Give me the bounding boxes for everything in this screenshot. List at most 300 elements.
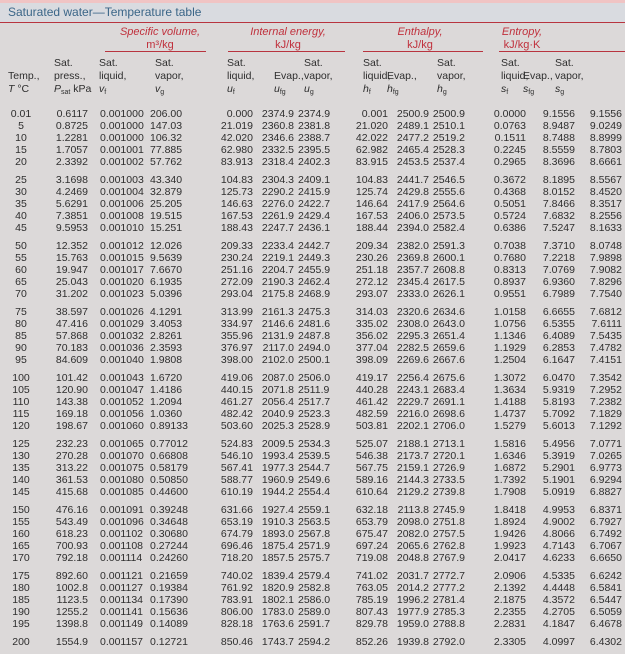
table-cell: 0.000 (226, 108, 253, 120)
table-cell: 0.21659 (150, 570, 188, 582)
table-cell: 2510.1 (432, 120, 465, 132)
table-cell: 1.9808 (150, 354, 183, 366)
table-cell: 0.001012 (100, 240, 144, 252)
column-header (155, 57, 184, 99)
table-cell: 230.24 (220, 252, 253, 264)
table-cell: 0.001000 (100, 120, 144, 132)
table-cell: 0.001121 (100, 570, 144, 582)
group-title: Internal energy, (250, 26, 326, 38)
column-header-line: liquid, (227, 70, 255, 82)
table-cell: 8.5559 (542, 144, 575, 156)
table-cell: 232.23 (55, 438, 88, 450)
table-cell: 2634.6 (432, 306, 465, 318)
table-cell: 0.001060 (100, 420, 144, 432)
table-cell: 2417.9 (396, 198, 429, 210)
table-cell: 2276.0 (261, 198, 294, 210)
table-cell: 77.885 (150, 144, 183, 156)
table-cell: 1.5279 (493, 420, 526, 432)
table-cell: 35 (15, 198, 27, 210)
table-row (0, 486, 625, 498)
table-cell: 1.7057 (55, 144, 88, 156)
table-cell: 618.23 (55, 528, 88, 540)
table-cell: 169.18 (55, 408, 88, 420)
table-cell: 2.2831 (493, 618, 526, 630)
table-cell: 230.26 (355, 252, 388, 264)
table-row (0, 636, 625, 648)
table-cell: 146.64 (355, 198, 388, 210)
unit: °C (14, 83, 30, 95)
table-cell: 62.980 (220, 144, 253, 156)
table-cell: 65 (15, 276, 27, 288)
group-underline (499, 51, 625, 52)
table-cell: 2406.0 (396, 210, 429, 222)
table-cell: 0.2245 (493, 144, 526, 156)
table-cell: 2788.8 (432, 618, 465, 630)
table-cell: 1743.7 (261, 636, 294, 648)
table-cell: 19.947 (55, 264, 88, 276)
table-cell: 6.1935 (150, 276, 183, 288)
table-cell: 0.001047 (100, 384, 144, 396)
table-cell: 5.8193 (542, 396, 575, 408)
table-cell: 2555.6 (432, 186, 465, 198)
table-cell: 0.0000 (493, 108, 526, 120)
column-header-line: vapor, (304, 70, 333, 82)
group-title: Entropy, (501, 26, 543, 38)
table-cell: 2113.8 (397, 504, 429, 516)
column-header-line: liquid, (363, 70, 391, 82)
table-cell: 5.3919 (542, 450, 575, 462)
table-cell: 7.8296 (589, 276, 622, 288)
table-cell: 8.3696 (542, 156, 575, 168)
table-cell: 461.27 (220, 396, 253, 408)
table-cell: 476.16 (55, 504, 88, 516)
symbol: u (304, 83, 310, 95)
table-row (0, 450, 625, 462)
row-group (0, 570, 625, 630)
table-cell: 101.42 (55, 372, 88, 384)
subscript: fg (279, 89, 286, 96)
table-cell: 355.96 (220, 330, 253, 342)
table-cell: 1.0360 (150, 408, 183, 420)
table-cell: 115 (12, 408, 30, 420)
symbol: s (501, 83, 507, 95)
table-cell: 2767.9 (432, 552, 465, 564)
table-cell: 0.001085 (100, 486, 144, 498)
table-cell: 43.340 (150, 174, 183, 186)
table-row (0, 288, 625, 300)
table-cell: 42.022 (355, 132, 388, 144)
table-cell: 852.26 (355, 636, 388, 648)
table-cell: 2282.5 (396, 342, 429, 354)
symbol: v (155, 83, 161, 95)
table-cell: 9.1556 (589, 108, 622, 120)
table-cell: 1.9923 (493, 540, 526, 552)
table-cell: 6.9360 (542, 276, 575, 288)
table-cell: 7.9082 (589, 264, 622, 276)
table-cell: 0.001096 (100, 516, 144, 528)
table-cell: 1.6720 (150, 372, 183, 384)
table-cell: 31.202 (55, 288, 88, 300)
table-cell: 2579.4 (298, 570, 331, 582)
symbol: h (363, 83, 369, 95)
table-row (0, 318, 625, 330)
table-cell: 2.1875 (493, 594, 526, 606)
table-cell: 2318.4 (261, 156, 294, 168)
table-cell: 8.6661 (589, 156, 622, 168)
table-cell: 4.5335 (542, 570, 575, 582)
table-cell: 1.5816 (493, 438, 526, 450)
table-cell: 2048.8 (396, 552, 429, 564)
table-row (0, 474, 625, 486)
column-header-line: Sat. (54, 57, 73, 69)
table-cell: 2436.1 (298, 222, 331, 234)
table-cell: 95 (15, 354, 27, 366)
table-cell: 2087.0 (261, 372, 294, 384)
table-cell: 2453.5 (396, 156, 429, 168)
table-cell: 589.16 (355, 474, 388, 486)
table-cell: 38.597 (55, 306, 88, 318)
table-cell: 4.0997 (542, 636, 575, 648)
table-cell: 2129.2 (396, 486, 429, 498)
table-cell: 9.5639 (150, 252, 183, 264)
row-group (0, 240, 625, 300)
table-cell: 0.001134 (100, 594, 144, 606)
subscript: fg (528, 89, 535, 96)
table-cell: 2475.3 (298, 306, 331, 318)
table-cell: 2563.5 (298, 516, 331, 528)
group-underline (363, 51, 483, 52)
table-cell: 2477.2 (396, 132, 429, 144)
table-cell: 653.19 (220, 516, 253, 528)
table-cell: 2.3305 (493, 636, 526, 648)
table-cell: 25.205 (150, 198, 183, 210)
table-cell: 4.3572 (542, 594, 575, 606)
table-cell: 7.6812 (589, 306, 622, 318)
table-cell: 272.09 (220, 276, 253, 288)
table-cell: 2733.5 (432, 474, 465, 486)
table-cell: 0.001141 (100, 606, 144, 618)
table-cell: 2247.7 (261, 222, 294, 234)
table-row (0, 372, 625, 384)
table-cell: 1.3072 (493, 372, 526, 384)
table-cell: 7.4151 (589, 354, 622, 366)
subscript: f (232, 89, 235, 96)
table-row (0, 108, 625, 120)
table-cell: 696.46 (220, 540, 253, 552)
table-cell: 2346.6 (261, 132, 294, 144)
table-cell: 1783.0 (261, 606, 294, 618)
table-cell: 2332.5 (261, 144, 294, 156)
subscript: g (309, 89, 314, 96)
table-cell: 2600.1 (432, 252, 465, 264)
table-cell: 100 (12, 372, 30, 384)
column-header-line (274, 57, 304, 70)
table-cell: 10 (15, 132, 27, 144)
table-row (0, 186, 625, 198)
column-header-line: Sat. (304, 57, 323, 69)
table-row (0, 618, 625, 630)
table-cell: 2374.9 (298, 108, 331, 120)
table-cell: 7.7540 (589, 288, 622, 300)
table-cell: 2468.9 (298, 288, 331, 300)
table-cell: 2261.9 (261, 210, 294, 222)
subscript: f (506, 89, 509, 96)
table-cell: 2494.0 (298, 342, 331, 354)
table-cell: 6.6655 (542, 306, 575, 318)
column-header-line: Sat. (363, 57, 382, 69)
table-cell: 7.2218 (542, 252, 575, 264)
table-cell: 2381.8 (298, 120, 331, 132)
table-cell: 806.00 (220, 606, 253, 618)
table-row (0, 330, 625, 342)
subscript: g (160, 89, 165, 96)
table-cell: 7.0769 (542, 264, 575, 276)
table-cell: 2720.1 (432, 450, 465, 462)
table-cell: 1.3634 (493, 384, 526, 396)
table-cell: 7.0265 (589, 450, 622, 462)
table-cell: 1.1346 (493, 330, 526, 342)
table-cell: 2455.9 (298, 264, 331, 276)
table-cell: 1977.9 (396, 606, 429, 618)
table-cell: 2726.9 (432, 462, 465, 474)
table-cell: 524.83 (220, 438, 253, 450)
table-cell: 719.08 (355, 552, 388, 564)
table-cell: 5 (18, 120, 24, 132)
group-underline (105, 51, 206, 52)
table-cell: 7.8466 (542, 198, 575, 210)
table-row (0, 156, 625, 168)
table-cell: 2745.9 (432, 504, 465, 516)
table-cell: 4.9002 (542, 516, 575, 528)
column-symbol (437, 83, 466, 99)
column-header-line: liquid, (501, 70, 529, 82)
table-cell: 0.44600 (150, 486, 188, 498)
table-cell: 1.8924 (493, 516, 526, 528)
table-cell: 783.91 (220, 594, 253, 606)
table-cell: 6.2853 (542, 342, 575, 354)
table-cell: 7.2382 (589, 396, 622, 408)
column-symbol (555, 83, 584, 99)
table-cell: 1.1929 (493, 342, 526, 354)
table-cell: 2219.1 (261, 252, 294, 264)
table-cell: 0.001003 (100, 174, 144, 186)
table-cell: 4.4448 (542, 582, 575, 594)
group-unit: kJ/kg (407, 39, 433, 51)
group-enthalpy (370, 26, 470, 52)
table-row (0, 528, 625, 540)
table-cell: 2757.5 (432, 528, 465, 540)
table-cell: 0.001 (361, 108, 388, 120)
table-cell: 588.77 (220, 474, 253, 486)
table-cell: 2056.4 (261, 396, 294, 408)
table-cell: 4.2705 (542, 606, 575, 618)
table-cell: 57.762 (150, 156, 183, 168)
table-cell: 9.5953 (55, 222, 88, 234)
table-cell: 106.32 (150, 132, 183, 144)
table-cell: 170 (12, 552, 30, 564)
table-cell: 2626.1 (432, 288, 465, 300)
table-cell: 0.30680 (150, 528, 188, 540)
table-cell: 0.001075 (100, 462, 144, 474)
table-cell: 15.763 (55, 252, 88, 264)
table-cell: 2675.6 (432, 372, 465, 384)
table-cell: 440.15 (220, 384, 253, 396)
table-cell: 2528.3 (432, 144, 465, 156)
table-cell: 2395.5 (298, 144, 331, 156)
table-cell: 146.63 (220, 198, 253, 210)
table-cell: 270.28 (55, 450, 88, 462)
table-cell: 2025.3 (261, 420, 294, 432)
row-group (0, 438, 625, 498)
table-cell: 0.24260 (150, 552, 188, 564)
table-cell: 2511.9 (298, 384, 330, 396)
table-cell: 7.1292 (589, 420, 622, 432)
table-cell: 7.6111 (591, 318, 622, 330)
table-cell: 2591.3 (432, 240, 465, 252)
table-cell: 8.1895 (542, 174, 575, 186)
table-cell: 6.5841 (589, 582, 622, 594)
table-title: Saturated water—Temperature table (8, 5, 202, 19)
table-row (0, 342, 625, 354)
table-row (0, 408, 625, 420)
table-cell: 8.7803 (589, 144, 622, 156)
table-cell: 2.2355 (493, 606, 526, 618)
table-cell: 2202.1 (396, 420, 429, 432)
table-cell: 7.3542 (589, 372, 622, 384)
table-cell: 2573.5 (432, 210, 465, 222)
table-cell: 2739.8 (432, 486, 465, 498)
table-row (0, 198, 625, 210)
table-cell: 0.4368 (493, 186, 526, 198)
table-cell: 6.4302 (589, 636, 622, 648)
table-cell: 2098.0 (396, 516, 429, 528)
table-cell: 610.19 (220, 486, 253, 498)
table-cell: 525.07 (355, 438, 388, 450)
table-cell: 2269.6 (396, 354, 429, 366)
table-cell: 1857.5 (261, 552, 294, 564)
table-cell: 2519.2 (432, 132, 465, 144)
symbol: T (8, 83, 15, 95)
table-cell: 0.8725 (55, 120, 88, 132)
column-header (523, 57, 553, 99)
table-cell: 6.8371 (589, 504, 622, 516)
table-cell: 313.99 (220, 306, 253, 318)
table-cell: 2382.0 (396, 240, 429, 252)
column-header-line: vapor, (155, 70, 184, 82)
table-cell: 0.001080 (100, 474, 144, 486)
table-cell: 3.4053 (150, 318, 183, 330)
table-cell: 2691.1 (432, 396, 465, 408)
table-cell: 2785.3 (432, 606, 465, 618)
table-cell: 2582.8 (298, 582, 331, 594)
table-cell: 7.1829 (589, 408, 622, 420)
column-header-line: Sat. (227, 57, 246, 69)
subscript: g (442, 89, 447, 96)
table-cell: 7.2952 (589, 384, 622, 396)
table-cell: 2190.3 (261, 276, 294, 288)
column-header-line: Sat. (155, 57, 174, 69)
table-cell: 2161.3 (261, 306, 294, 318)
column-header (387, 57, 417, 99)
table-cell: 632.18 (355, 504, 388, 516)
table-cell: 2539.5 (298, 450, 331, 462)
table-cell: 8.5567 (589, 174, 622, 186)
table-cell: 7.3851 (55, 210, 88, 222)
column-header-line: Temp., (8, 70, 40, 82)
table-cell: 0.8313 (493, 264, 526, 276)
table-cell: 8.7488 (542, 132, 575, 144)
table-cell: 2394.0 (396, 222, 429, 234)
table-cell: 4.9953 (542, 504, 575, 516)
table-cell: 503.81 (355, 420, 388, 432)
table-cell: 2357.7 (396, 264, 429, 276)
table-cell: 2144.3 (396, 474, 429, 486)
table-cell: 2229.7 (396, 396, 429, 408)
table-cell: 546.38 (355, 450, 388, 462)
unit: kPa (70, 83, 92, 95)
table-cell: 763.05 (355, 582, 388, 594)
table-row (0, 240, 625, 252)
row-group (0, 174, 625, 234)
table-cell: 30 (15, 186, 27, 198)
table-cell: 40 (15, 210, 27, 222)
table-row (0, 570, 625, 582)
table-cell: 718.20 (220, 552, 253, 564)
table-cell: 7.5435 (589, 330, 622, 342)
table-cell: 2333.0 (396, 288, 429, 300)
table-row (0, 264, 625, 276)
table-cell: 0.2965 (493, 156, 526, 168)
table-cell: 1.2094 (150, 396, 183, 408)
table-cell: 740.02 (220, 570, 253, 582)
table-cell: 2.1392 (493, 582, 526, 594)
table-cell: 0.001157 (100, 636, 144, 648)
column-header (555, 57, 584, 99)
table-cell: 0.1511 (494, 132, 526, 144)
table-cell: 700.93 (55, 540, 88, 552)
table-cell: 85 (15, 330, 27, 342)
table-cell: 2388.7 (298, 132, 331, 144)
table-cell: 1839.4 (261, 570, 294, 582)
table-cell: 2528.9 (298, 420, 331, 432)
table-cell: 2.8261 (150, 330, 183, 342)
table-cell: 1927.4 (261, 504, 294, 516)
table-cell: 653.79 (355, 516, 388, 528)
table-cell: 1944.2 (261, 486, 294, 498)
table-cell: 2575.7 (298, 552, 331, 564)
table-cell: 850.46 (220, 636, 253, 648)
table-cell: 2345.4 (396, 276, 429, 288)
table-cell: 1.6346 (493, 450, 526, 462)
table-cell: 2487.8 (298, 330, 331, 342)
table-cell: 2617.5 (432, 276, 465, 288)
table-cell: 0.001065 (100, 438, 144, 450)
table-cell: 21.020 (355, 120, 388, 132)
column-header-line: Sat. (437, 57, 456, 69)
table-cell: 1.9426 (493, 528, 526, 540)
table-cell: 2.0906 (493, 570, 526, 582)
table-cell: 0.8937 (493, 276, 526, 288)
table-cell: 7.5247 (542, 222, 575, 234)
table-cell: 8.4520 (589, 186, 622, 198)
column-symbol (304, 83, 333, 99)
column-header (227, 57, 254, 99)
table-row (0, 120, 625, 132)
column-symbol (387, 83, 417, 99)
column-header (99, 57, 126, 99)
table-cell: 251.16 (220, 264, 253, 276)
table-cell: 2506.0 (298, 372, 331, 384)
